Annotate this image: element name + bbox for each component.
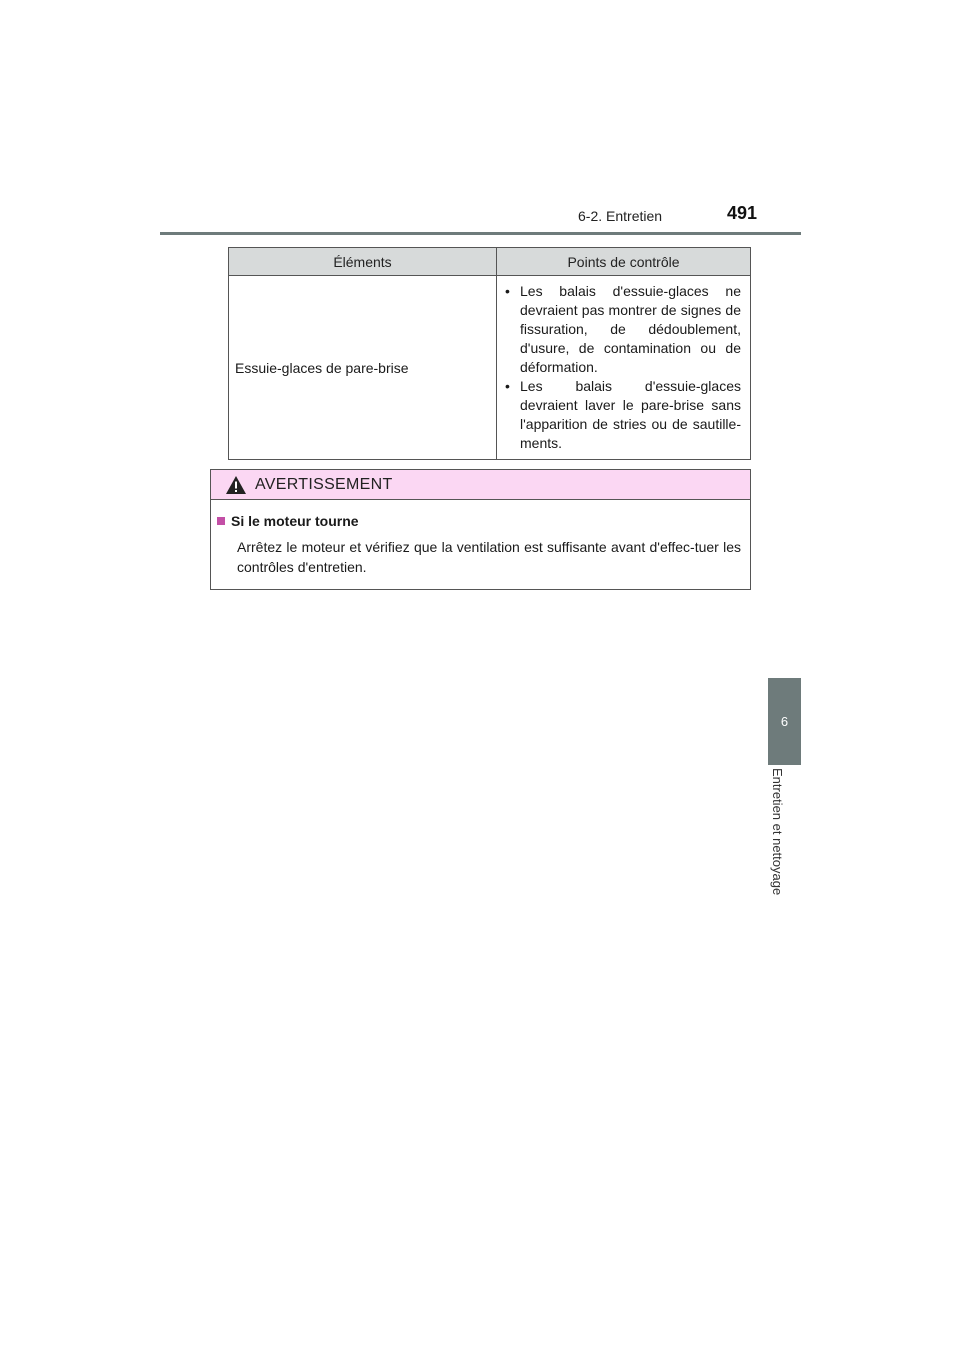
section-title: 6-2. Entretien	[578, 208, 663, 224]
page-number: 491	[727, 203, 758, 223]
table-header-row	[229, 248, 751, 276]
bullet-icon: •	[505, 378, 510, 394]
chapter-tab	[768, 678, 801, 765]
warning-heading-text: Si le moteur tourne	[231, 513, 359, 529]
warning-box	[210, 469, 751, 590]
check-list	[503, 282, 741, 453]
warning-title: AVERTISSEMENT	[255, 475, 393, 493]
item-cell: Essuie-glaces de pare-brise	[229, 276, 497, 460]
check-text: Les balais d'essuie-glaces ne devraient pas montrer de signes de fissuration, de dédoublement, d'usure, de contamination ou de déformation.	[520, 283, 741, 375]
square-bullet-icon	[217, 517, 225, 525]
header-rule	[160, 232, 801, 235]
chapter-title: Entretien et nettoyage	[770, 768, 785, 896]
warning-text: Arrêtez le moteur et vérifiez que la ventilation est suffisante avant d'effec-tuer les contrôles d'entretien.	[237, 539, 741, 575]
warning-header	[211, 470, 750, 500]
inspection-table	[228, 247, 751, 460]
list-item	[503, 377, 741, 453]
column-header-checks: Points de contrôle	[497, 248, 751, 276]
warning-body	[211, 500, 750, 577]
warning-triangle-icon	[225, 475, 247, 495]
chapter-number: 6	[780, 714, 789, 729]
warning-subheading	[217, 513, 741, 529]
check-text: Les balais d'essuie-glaces devraient laver le pare-brise sans l'apparition de stries ou de sautille-ments.	[520, 378, 741, 451]
list-item	[503, 282, 741, 377]
check-cell	[497, 276, 751, 460]
table-row	[229, 276, 751, 460]
column-header-items: Éléments	[229, 248, 497, 276]
bullet-icon: •	[505, 283, 510, 299]
